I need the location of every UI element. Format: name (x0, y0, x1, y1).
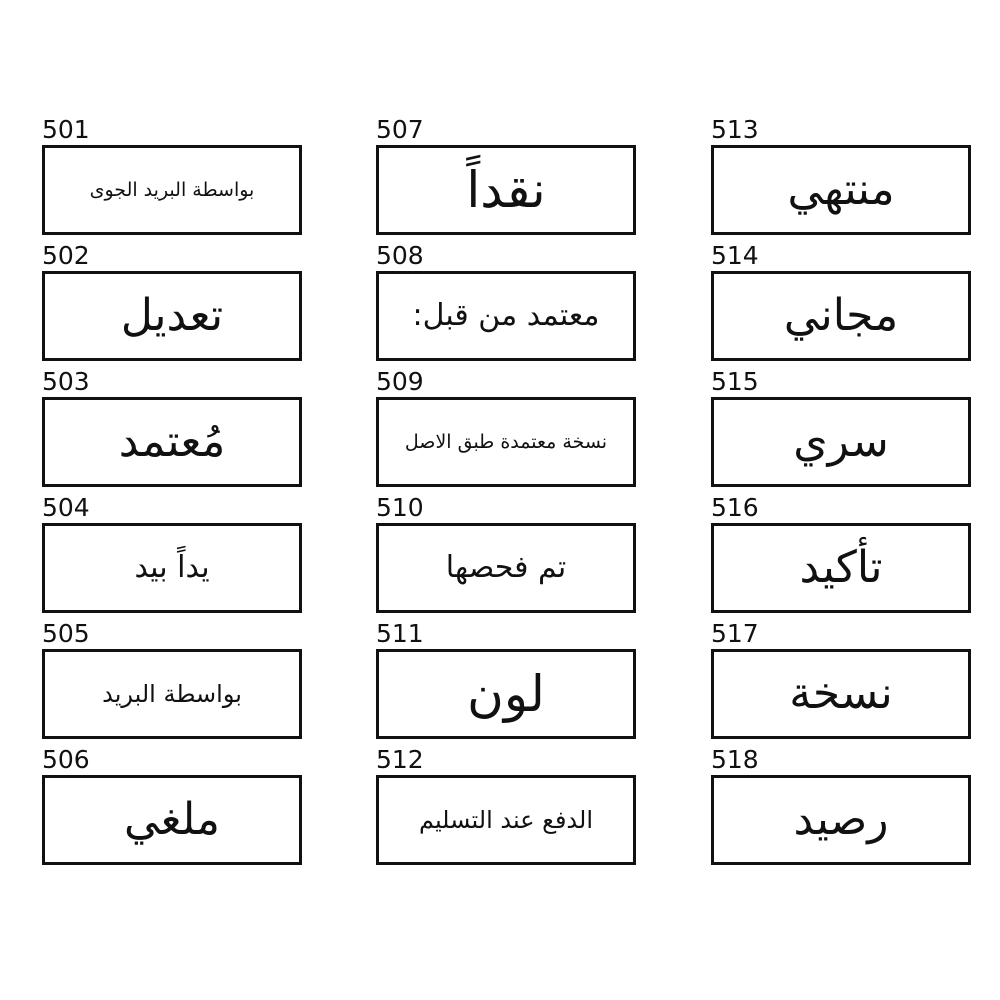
stamp-item-511 (376, 619, 636, 745)
stamp-box (711, 397, 971, 487)
stamp-item-517 (711, 619, 971, 745)
stamp-column-2 (376, 115, 636, 871)
stamp-item-518 (711, 745, 971, 871)
stamp-label: بواسطة البريد (102, 680, 242, 708)
stamp-number: 509 (376, 367, 424, 396)
stamp-label: تأكيد (799, 542, 883, 593)
stamp-box (376, 775, 636, 865)
stamp-label: رصيد (793, 794, 889, 845)
stamp-number: 516 (711, 493, 759, 522)
stamp-label: نسخة معتمدة طبق الاصل (404, 430, 608, 453)
stamp-item-502 (42, 241, 302, 367)
stamp-item-509 (376, 367, 636, 493)
stamp-number: 505 (42, 619, 90, 648)
stamp-number: 518 (711, 745, 759, 774)
stamp-box (376, 145, 636, 235)
stamp-box (711, 649, 971, 739)
stamp-box (42, 523, 302, 613)
stamp-box (42, 775, 302, 865)
stamp-box (42, 271, 302, 361)
stamp-item-513 (711, 115, 971, 241)
stamp-number: 508 (376, 241, 424, 270)
stamp-item-504 (42, 493, 302, 619)
stamp-label: ملغي (123, 794, 221, 845)
stamp-number: 515 (711, 367, 759, 396)
stamp-item-503 (42, 367, 302, 493)
stamp-item-515 (711, 367, 971, 493)
stamp-number: 510 (376, 493, 424, 522)
stamp-box (42, 397, 302, 487)
stamp-box (42, 145, 302, 235)
stamp-label: منتهي (787, 164, 895, 215)
stamp-number: 514 (711, 241, 759, 270)
stamp-label: تعديل (120, 290, 224, 341)
stamp-column-1 (42, 115, 302, 871)
stamp-label: لون (467, 665, 545, 723)
stamp-item-514 (711, 241, 971, 367)
stamp-item-516 (711, 493, 971, 619)
stamp-box (376, 649, 636, 739)
stamp-number: 506 (42, 745, 90, 774)
stamp-label: الدفع عند التسليم (418, 806, 594, 834)
stamp-item-507 (376, 115, 636, 241)
stamp-number: 512 (376, 745, 424, 774)
stamp-item-512 (376, 745, 636, 871)
stamp-box (42, 649, 302, 739)
stamp-label: تم فحصها (445, 550, 567, 585)
stamp-number: 501 (42, 115, 90, 144)
stamp-item-508 (376, 241, 636, 367)
stamp-item-506 (42, 745, 302, 871)
stamp-number: 502 (42, 241, 90, 270)
stamp-number: 507 (376, 115, 424, 144)
stamp-number: 503 (42, 367, 90, 396)
stamp-item-501 (42, 115, 302, 241)
stamp-box (376, 271, 636, 361)
stamp-label: نقداً (466, 161, 546, 219)
stamp-label: نسخة (789, 668, 893, 719)
stamp-box (376, 397, 636, 487)
stamp-label: معتمد من قبل: (412, 298, 600, 333)
stamp-column-3 (711, 115, 971, 871)
stamp-box (711, 775, 971, 865)
stamp-number: 504 (42, 493, 90, 522)
stamp-label: مُعتمد (118, 416, 226, 467)
stamp-box (376, 523, 636, 613)
stamp-box (711, 271, 971, 361)
stamp-label: مجاني (783, 290, 899, 341)
stamp-label: بواسطة البريد الجوى (89, 178, 255, 201)
stamp-number: 511 (376, 619, 424, 648)
stamp-box (711, 145, 971, 235)
stamp-label: سري (793, 416, 889, 467)
stamp-box (711, 523, 971, 613)
stamp-label: يداً بيد (134, 550, 210, 585)
stamp-number: 513 (711, 115, 759, 144)
stamp-number: 517 (711, 619, 759, 648)
stamp-item-510 (376, 493, 636, 619)
stamp-item-505 (42, 619, 302, 745)
